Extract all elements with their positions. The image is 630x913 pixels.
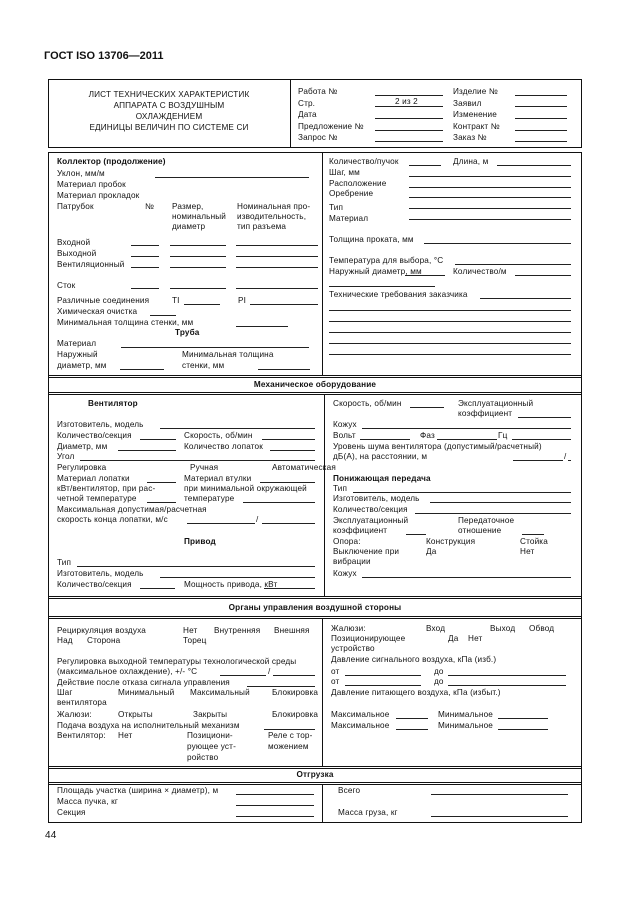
- vibration-label-1: Выключение при: [333, 547, 400, 556]
- step-maximum[interactable]: Максимальный: [190, 688, 250, 697]
- ti-label: TI: [172, 296, 180, 305]
- form-title-line-2: АППАРАТА С ВОЗДУШНЫМ: [113, 101, 225, 110]
- red-housing-label: Кожух: [333, 569, 357, 578]
- max-tip-label-1: Максимальная допустимая/расчетная: [57, 505, 207, 514]
- fins-type-label: Тип: [329, 203, 344, 212]
- work-no-field[interactable]: [375, 95, 443, 96]
- ratio-label-2: отношение: [458, 526, 502, 535]
- rating-header-3: тип разъема: [237, 222, 287, 231]
- reduction-heading: Понижающая передача: [333, 474, 431, 483]
- fins-material-label: Материал: [329, 214, 369, 223]
- customer-req-label: Технические требования заказчика: [329, 290, 468, 299]
- fan-positioner-2: рующее уст-: [187, 742, 236, 751]
- rf-service-label-2: коэффициент: [458, 409, 513, 418]
- signal-pressure-label: Давление сигнального воздуха, кПа (изб.): [331, 655, 497, 664]
- size-header-1: Размер,: [172, 202, 204, 211]
- inlet-label: Входной: [57, 238, 91, 247]
- proposal-field[interactable]: [375, 130, 443, 131]
- rating-header-1: Номинальная про-: [237, 202, 311, 211]
- plug-material-label: Материал пробок: [57, 180, 126, 189]
- page-label: Стр.: [298, 99, 316, 108]
- phase-label: Фаз: [420, 431, 435, 440]
- area-label: Площадь участка (ширина × диаметр), м: [57, 786, 219, 795]
- fins-count-m-label: Количество/м: [453, 267, 507, 276]
- supply-min-label: Минимальное: [438, 710, 493, 719]
- fan-positioner-3: ройство: [187, 753, 219, 762]
- fan-control-label: Вентилятор:: [57, 731, 106, 740]
- max-tip-label-2: скорость конца лопатки, м/с: [57, 515, 168, 524]
- red-manufacturer-label: Изготовитель, модель: [333, 494, 420, 503]
- fins-location-label: Расположение: [329, 179, 387, 188]
- red-type-label: Тип: [333, 484, 348, 493]
- blade-count-label: Количество лопаток: [184, 442, 263, 451]
- rf-speed-label: Скорость, об/мин: [333, 399, 402, 408]
- page-value: 2 из 2: [395, 97, 418, 106]
- fins-length-label: Длина, м: [453, 157, 489, 166]
- fan-manufacturer-label: Изготовитель, модель: [57, 420, 144, 429]
- change-field[interactable]: [515, 118, 567, 119]
- finning-label: Оребрение: [329, 189, 374, 198]
- mechanical-heading: Механическое оборудование: [253, 380, 377, 389]
- noise-slash: /: [564, 452, 567, 461]
- pi-label: PI: [238, 296, 247, 305]
- louvers-inlet[interactable]: Вход: [426, 624, 446, 633]
- recirc-no[interactable]: Нет: [183, 626, 198, 635]
- blade-material-label: Материал лопатки: [57, 474, 130, 483]
- order-field[interactable]: [515, 141, 567, 142]
- drain-label: Сток: [57, 281, 76, 290]
- tube-od-label-1: Наружный: [57, 350, 98, 359]
- fan-adjustment-label: Регулировка: [57, 463, 107, 472]
- step-lock[interactable]: Блокировка: [272, 688, 319, 697]
- positioner-yes[interactable]: Да: [448, 634, 459, 643]
- contract-label: Контракт №: [453, 122, 500, 131]
- positioner-label-2: устройство: [331, 644, 375, 653]
- fan-positioner-1[interactable]: Позициони-: [187, 731, 233, 740]
- supply-max-label-2: Максимальное: [331, 721, 390, 730]
- recirc-side[interactable]: Сторона: [87, 636, 121, 645]
- noise-label-1: Уровень шума вентилятора (допустимый/расчетный): [333, 442, 542, 451]
- tube-od-field[interactable]: [120, 369, 164, 370]
- signal-to-2: до: [434, 677, 444, 686]
- collector-heading: Коллектор (продолжение): [57, 157, 166, 166]
- air-controls-heading: Органы управления воздушной стороны: [228, 603, 402, 612]
- page-number: 44: [45, 830, 57, 841]
- adjustment-automatic[interactable]: Автоматическая: [272, 463, 336, 472]
- recirc-external[interactable]: Внешняя: [274, 626, 310, 635]
- tube-heading: Труба: [175, 328, 200, 337]
- date-label: Дата: [298, 110, 317, 119]
- rf-service-label-1: Эксплуатационный: [458, 399, 534, 408]
- stock-thickness-label: Толщина проката, мм: [329, 235, 414, 244]
- request-field[interactable]: [375, 141, 443, 142]
- min-wall-field[interactable]: [236, 326, 288, 327]
- recirc-over[interactable]: Над: [57, 636, 73, 645]
- volt-label: Вольт: [333, 431, 356, 440]
- outlet-label: Выходной: [57, 249, 97, 258]
- tube-wall-label-2: стенки, мм: [182, 361, 225, 370]
- louvers-closed[interactable]: Закрыты: [193, 710, 228, 719]
- step-label: Шаг: [57, 688, 73, 697]
- max-tip-slash: /: [256, 515, 259, 524]
- item-label: Изделие №: [453, 87, 498, 96]
- recirc-end[interactable]: Торец: [183, 636, 207, 645]
- supply-max-label: Максимальное: [331, 710, 390, 719]
- recirc-label: Рециркуляция воздуха: [57, 626, 146, 635]
- shipping-heading: Отгрузка: [296, 770, 334, 779]
- tube-material-label: Материал: [57, 339, 97, 348]
- chemical-cleaning-field[interactable]: [150, 315, 176, 316]
- drive-power-label: Мощность привода, кВт: [184, 580, 278, 589]
- vent-label: Вентиляционный: [57, 260, 125, 269]
- chemical-cleaning-label: Химическая очистка: [57, 307, 138, 316]
- kw-min-label-1: при минимальной окружающей: [184, 484, 307, 493]
- form-title-line-3: ОХЛАЖДЕНИЕМ: [135, 112, 203, 121]
- recirc-internal[interactable]: Внутренняя: [214, 626, 261, 635]
- drive-heading: Привод: [184, 537, 216, 546]
- connections-label: Различные соединения: [57, 296, 150, 305]
- signal-from-1: от: [331, 667, 340, 676]
- submitted-label: Заявил: [453, 99, 482, 108]
- order-label: Заказ №: [453, 133, 487, 142]
- kw-design-label-2: четной температуре: [57, 494, 137, 503]
- submitted-field[interactable]: [515, 106, 567, 107]
- failure-action-label: Действие после отказа сигнала управления: [57, 678, 230, 687]
- signal-from-2: от: [331, 677, 340, 686]
- vibration-label-2: вибрации: [333, 557, 371, 566]
- vibration-no[interactable]: Нет: [520, 547, 535, 556]
- form-title-line-4: ЕДИНИЦЫ ВЕЛИЧИН ПО СИСТЕМЕ СИ: [89, 123, 249, 132]
- air-supply-label: Подача воздуха на исполнительный механизм: [57, 721, 240, 730]
- fins-count-bundle-label: Количество/пучок: [329, 157, 399, 166]
- standard-header: ГОСТ ISO 13706—2011: [44, 50, 164, 62]
- fan-heading: Вентилятор: [88, 399, 138, 408]
- fan-control-no[interactable]: Нет: [118, 731, 133, 740]
- date-field[interactable]: [375, 118, 443, 119]
- work-no-label: Работа №: [298, 87, 338, 96]
- fan-count-section-label: Количество/секция: [57, 431, 132, 440]
- slope-label: Уклон, мм/м: [57, 169, 105, 178]
- red-count-section-label: Количество/секция: [333, 505, 408, 514]
- noise-label-2: дБ(А), на расстоянии, м: [333, 452, 428, 461]
- proposal-label: Предложение №: [298, 122, 364, 131]
- supply-pressure-label: Давление питающего воздуха, кПа (избыт.): [331, 688, 501, 697]
- hz-label: Гц: [498, 431, 508, 440]
- slope-field[interactable]: [155, 177, 309, 178]
- hub-material-label: Материал втулки: [184, 474, 252, 483]
- total-label: Всего: [338, 786, 361, 795]
- tube-od-label-2: диаметр, мм: [57, 361, 107, 370]
- rating-header-2: изводительность,: [237, 212, 307, 221]
- form-title-line-1: ЛИСТ ТЕХНИЧЕСКИХ ХАРАКТЕРИСТИК: [88, 90, 250, 99]
- support-label: Опора:: [333, 537, 361, 546]
- pi-field[interactable]: [250, 304, 318, 305]
- fins-od-label: Наружный диаметр, мм: [329, 267, 422, 276]
- size-header-2: номинальный: [172, 212, 227, 221]
- red-service-label-1: Эксплуатационный: [333, 516, 409, 525]
- vibration-yes[interactable]: Да: [426, 547, 437, 556]
- ratio-label-1: Передаточное: [458, 516, 515, 525]
- fan-brake-relay-2: можением: [268, 742, 309, 751]
- support-stand[interactable]: Стойка: [520, 537, 548, 546]
- louvers-open[interactable]: Открыты: [118, 710, 153, 719]
- tube-material-field[interactable]: [121, 347, 309, 348]
- no-label: №: [145, 202, 154, 211]
- drive-count-section-label: Количество/секция: [57, 580, 132, 589]
- fan-brake-relay-1[interactable]: Реле с тор-: [268, 731, 313, 740]
- tube-wall-field[interactable]: [258, 369, 310, 370]
- item-field[interactable]: [515, 95, 567, 96]
- selection-temp-label: Температура для выбора, °С: [329, 256, 444, 265]
- kw-design-label-1: кВт/вентилятор, при рас-: [57, 484, 156, 493]
- fan-angle-label: Угол: [57, 452, 75, 461]
- contract-field[interactable]: [515, 130, 567, 131]
- step-minimum[interactable]: Минимальный: [118, 688, 175, 697]
- fan-diameter-label: Диаметр, мм: [57, 442, 108, 451]
- tube-wall-label-1: Минимальная толщина: [182, 350, 274, 359]
- drive-type-label: Тип: [57, 558, 72, 567]
- kw-min-label-2: температуре: [184, 494, 235, 503]
- supply-min-label-2: Минимальное: [438, 721, 493, 730]
- rf-housing-label: Кожух: [333, 420, 357, 429]
- louvers-outlet[interactable]: Выход: [490, 624, 516, 633]
- step-fan-label: вентилятора: [57, 698, 107, 707]
- branch-label: Патрубок: [57, 202, 94, 211]
- fan-speed-label: Скорость, об/мин: [184, 431, 253, 440]
- red-service-label-2: коэффициент: [333, 526, 388, 535]
- regulation-slash: /: [268, 667, 271, 676]
- support-construction[interactable]: Конструкция: [426, 537, 476, 546]
- louvers-right-label: Жалюзи:: [331, 624, 366, 633]
- fins-pitch-label: Шаг, мм: [329, 168, 360, 177]
- change-label: Изменение: [453, 110, 497, 119]
- positioner-label-1: Позиционирующее: [331, 634, 406, 643]
- positioner-no[interactable]: Нет: [468, 634, 483, 643]
- drive-manufacturer-label: Изготовитель, модель: [57, 569, 144, 578]
- size-header-3: диаметр: [172, 222, 206, 231]
- cargo-mass-label: Масса груза, кг: [338, 808, 398, 817]
- min-wall-label: Минимальная толщина стенки, мм: [57, 318, 194, 327]
- section-label: Секция: [57, 808, 86, 817]
- adjustment-manual[interactable]: Ручная: [190, 463, 219, 472]
- bundle-mass-label: Масса пучка, кг: [57, 797, 118, 806]
- gasket-material-label: Материал прокладок: [57, 191, 140, 200]
- ti-field[interactable]: [184, 304, 220, 305]
- regulation-label-1: Регулировка выходной температуры технологической среды: [57, 657, 297, 666]
- louvers-bypass[interactable]: Обвод: [529, 624, 555, 633]
- request-label: Запрос №: [298, 133, 338, 142]
- regulation-label-2: (максимальное охлаждение), +/- °С: [57, 667, 198, 676]
- signal-to-1: до: [434, 667, 444, 676]
- louvers-lock[interactable]: Блокировка: [272, 710, 319, 719]
- louvers-left-label: Жалюзи:: [57, 710, 92, 719]
